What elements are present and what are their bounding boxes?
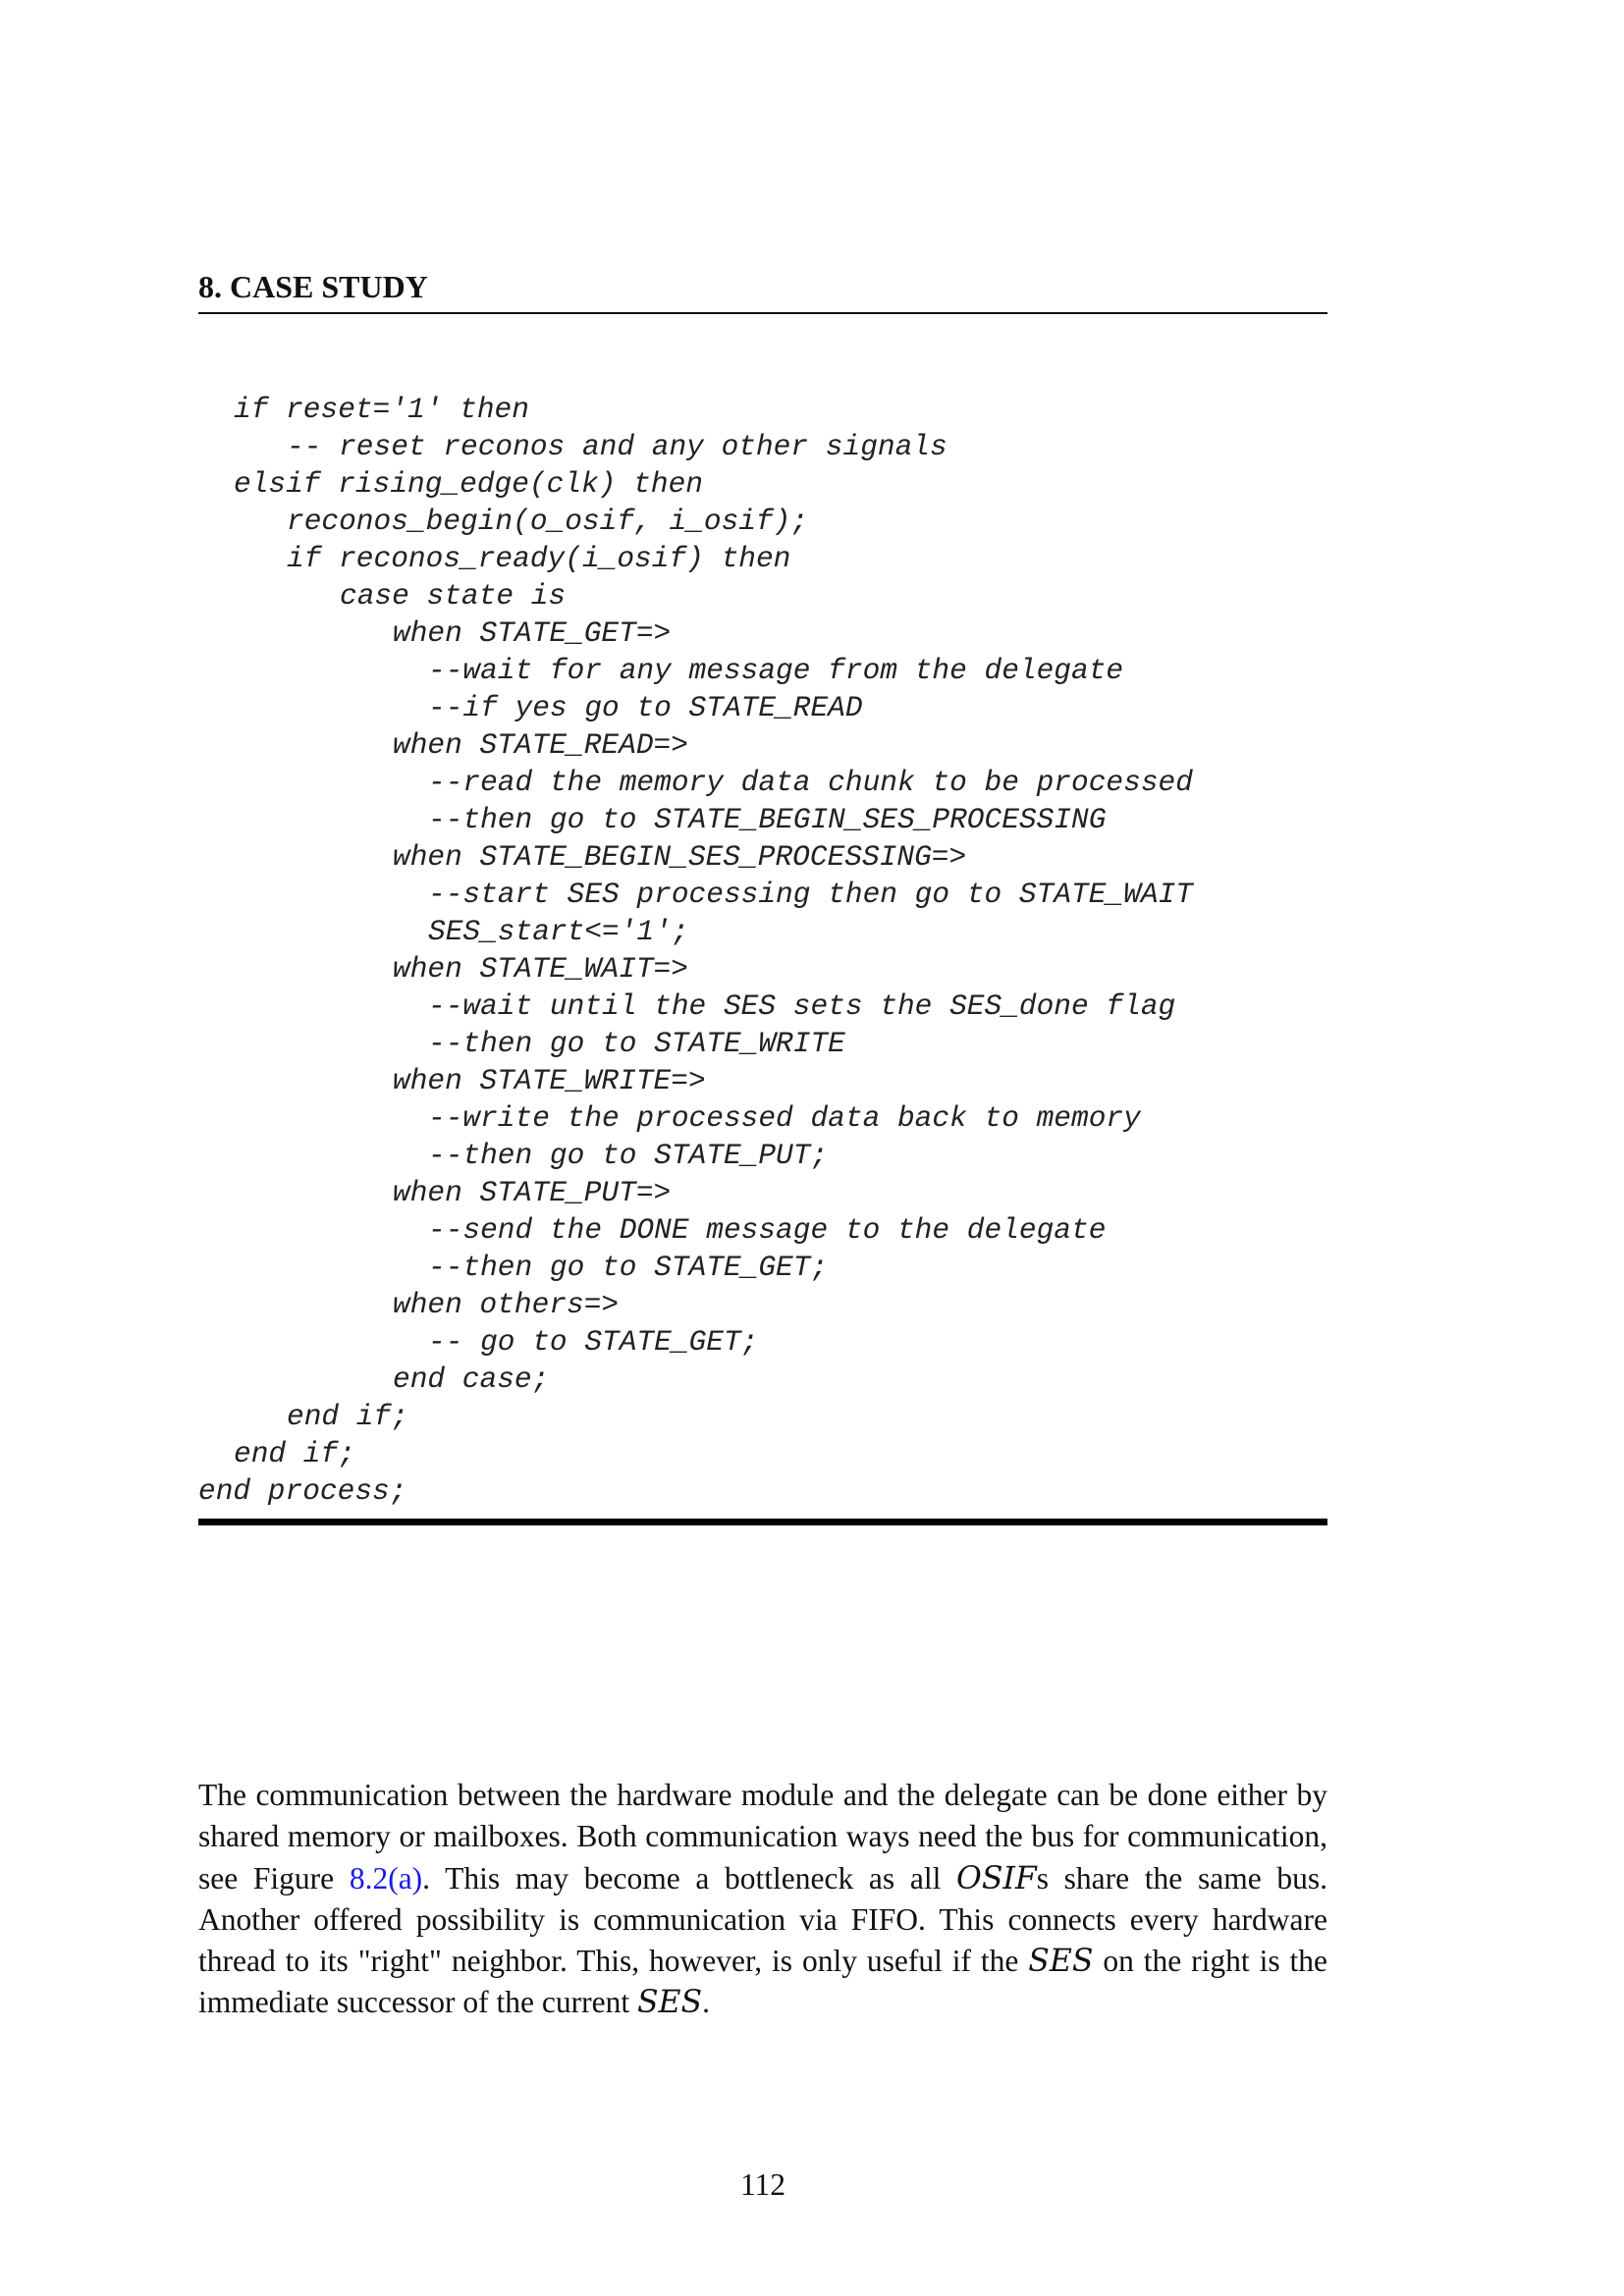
- code-line: --if yes go to STATE_READ: [428, 691, 863, 724]
- running-header: 8. CASE STUDY: [198, 269, 428, 304]
- code-line: end if;: [234, 1437, 355, 1470]
- code-line: if reset='1' then: [234, 393, 529, 426]
- body-paragraph: [198, 1775, 1327, 2024]
- math-osif: OSIF: [956, 1860, 1037, 1896]
- code-line: end process;: [198, 1474, 407, 1508]
- code-line: --wait for any message from the delegate: [428, 654, 1124, 687]
- code-line: when others=>: [393, 1288, 620, 1321]
- paragraph-text-5: .: [702, 1985, 710, 2020]
- paragraph-text-4: on the right is the immediate successor of the current: [198, 1944, 1327, 2020]
- code-line: --start SES processing then go to STATE_WAIT: [428, 878, 1193, 911]
- code-line: reconos_begin(o_osif, i_osif);: [287, 505, 809, 538]
- code-line: end case;: [393, 1362, 550, 1396]
- code-line: when STATE_BEGIN_SES_PROCESSING=>: [393, 840, 967, 874]
- code-line: --then go to STATE_GET;: [428, 1251, 829, 1284]
- code-line: SES_start<='1';: [428, 915, 689, 948]
- paragraph-text-1: The communication between the hardware module and the delegate can be done either by shared memory or mailboxes. Both communication ways need the bus for communication, see Figure: [198, 1778, 1327, 1896]
- code-line: end if;: [287, 1400, 408, 1433]
- code-line: case state is: [340, 579, 567, 613]
- code-line: if reconos_ready(i_osif) then: [287, 542, 791, 575]
- header-rule: [198, 312, 1327, 314]
- code-line: when STATE_WRITE=>: [393, 1064, 706, 1097]
- code-line: elsif rising_edge(clk) then: [234, 467, 703, 501]
- code-line: when STATE_GET=>: [393, 616, 672, 650]
- code-line: when STATE_WAIT=>: [393, 952, 688, 986]
- code-line: --read the memory data chunk to be processed: [428, 766, 1193, 799]
- code-line: -- go to STATE_GET;: [428, 1325, 759, 1359]
- code-line: --write the processed data back to memory: [428, 1101, 1141, 1135]
- code-line: --send the DONE message to the delegate: [428, 1213, 1107, 1247]
- paragraph-text-2: . This may become a bottleneck as all: [422, 1860, 957, 1896]
- math-ses-current: SES: [636, 1985, 703, 2021]
- code-line: --then go to STATE_BEGIN_SES_PROCESSING: [428, 803, 1107, 836]
- code-line: -- reset reconos and any other signals: [287, 430, 947, 463]
- code-line: --wait until the SES sets the SES_done flag: [428, 989, 1176, 1023]
- math-ses: SES: [1028, 1944, 1094, 1980]
- code-listing: [198, 391, 1327, 1510]
- code-line: --then go to STATE_PUT;: [428, 1139, 829, 1172]
- figure-reference-link[interactable]: 8.2(a): [349, 1860, 423, 1896]
- code-line: when STATE_PUT=>: [393, 1176, 672, 1209]
- code-bottom-rule: [198, 1519, 1327, 1525]
- paragraph-text-3: s share the same bus. Another offered possibility is communication via FIFO. This connects every hardware thread to its "right" neighbor. This, however, is only useful if the: [198, 1860, 1328, 1979]
- code-line: when STATE_READ=>: [393, 728, 688, 762]
- page-number: 112: [739, 2167, 786, 2202]
- code-line: --then go to STATE_WRITE: [428, 1027, 845, 1060]
